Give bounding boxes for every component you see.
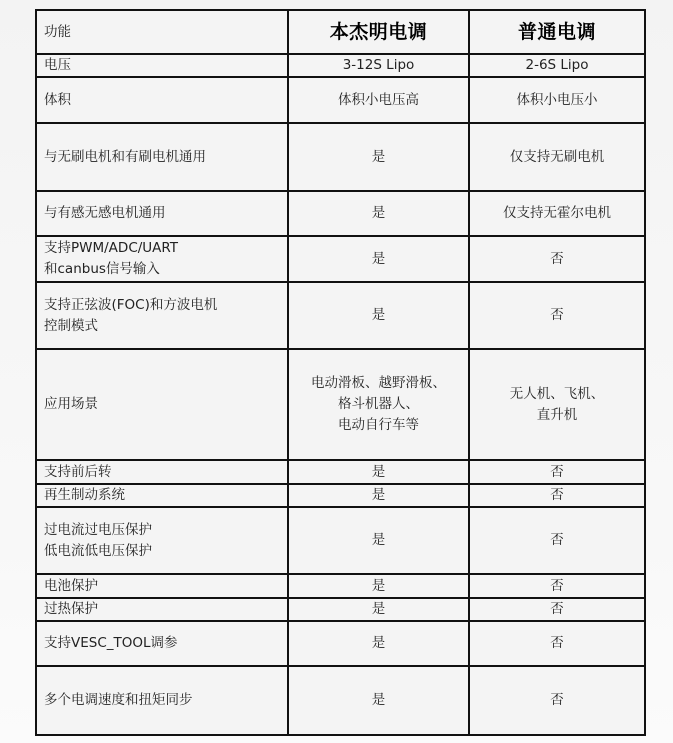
table-body [36, 54, 645, 735]
benjamin-esc-cell-line: 是 [371, 205, 386, 221]
header-benjamin-esc: 本杰明电调 [288, 10, 469, 54]
table-row [36, 484, 645, 507]
generic-esc-cell [469, 484, 645, 507]
benjamin-esc-cell [288, 666, 469, 735]
feature-cell-line: 电池保护 [44, 577, 98, 594]
benjamin-esc-cell [288, 54, 469, 77]
feature-cell [36, 54, 288, 77]
generic-esc-cell-line: 否 [550, 532, 564, 548]
generic-esc-cell [469, 349, 645, 460]
generic-esc-cell [469, 77, 645, 123]
generic-esc-cell [469, 598, 645, 621]
benjamin-esc-cell [288, 282, 469, 349]
benjamin-esc-cell [288, 574, 469, 598]
benjamin-esc-cell-line: 是 [371, 250, 386, 267]
benjamin-esc-cell-line: 是 [371, 463, 386, 480]
generic-esc-cell [469, 621, 645, 666]
feature-cell [36, 598, 288, 621]
benjamin-esc-cell-line: 电动自行车等 [338, 417, 419, 433]
feature-cell [36, 349, 288, 460]
table-row [36, 460, 645, 484]
table-row [36, 621, 645, 666]
feature-cell-line: 与无刷电机和有刷电机通用 [44, 148, 206, 165]
table-row [36, 282, 645, 349]
feature-cell-line: 多个电调速度和扭矩同步 [44, 692, 193, 708]
benjamin-esc-cell [288, 621, 469, 666]
generic-esc-cell-line: 否 [550, 307, 564, 323]
feature-cell [36, 484, 288, 507]
benjamin-esc-cell-line: 3-12S Lipo [342, 57, 415, 73]
table-row [36, 507, 645, 574]
generic-esc-cell [469, 282, 645, 349]
generic-esc-cell-line: 否 [550, 487, 564, 503]
header-feature: 功能 [36, 10, 288, 54]
benjamin-esc-cell [288, 77, 469, 123]
feature-cell [36, 236, 288, 282]
benjamin-esc-cell [288, 349, 469, 460]
generic-esc-cell-line: 仅支持无霍尔电机 [503, 205, 611, 221]
feature-cell [36, 621, 288, 666]
table-row [36, 54, 645, 77]
benjamin-esc-cell-line: 是 [371, 532, 386, 548]
generic-esc-cell-line: 否 [550, 250, 564, 267]
generic-esc-cell [469, 507, 645, 574]
generic-esc-cell [469, 666, 645, 735]
feature-cell-line: 过电流过电压保护 [44, 521, 152, 538]
benjamin-esc-cell-line: 是 [371, 601, 386, 617]
benjamin-esc-cell-line: 是 [371, 148, 386, 165]
benjamin-esc-cell [288, 460, 469, 484]
feature-cell [36, 666, 288, 735]
table-row [36, 77, 645, 123]
feature-cell [36, 574, 288, 598]
table-row [36, 598, 645, 621]
feature-cell-line: 支持VESC_TOOL调参 [44, 635, 178, 651]
benjamin-esc-cell-line: 格斗机器人、 [338, 396, 419, 412]
benjamin-esc-cell [288, 598, 469, 621]
esc-comparison-table [35, 9, 646, 736]
feature-cell [36, 191, 288, 236]
feature-cell [36, 460, 288, 484]
feature-cell-line: 支持PWM/ADC/UART [44, 240, 179, 256]
generic-esc-cell-line: 否 [550, 463, 564, 480]
generic-esc-cell-line: 无人机、飞机、 [509, 385, 605, 402]
feature-cell-line: 支持正弦波(FOC)和方波电机 [44, 296, 218, 313]
benjamin-esc-cell-line: 电动滑板、越野滑板、 [311, 375, 446, 391]
benjamin-esc-cell-line: 体积小电压高 [338, 91, 419, 108]
generic-esc-cell [469, 460, 645, 484]
generic-esc-cell [469, 236, 645, 282]
header-generic-esc: 普通电调 [469, 10, 645, 54]
feature-cell-line: 控制模式 [44, 317, 98, 334]
benjamin-esc-cell-line: 是 [371, 692, 386, 708]
benjamin-esc-cell-line: 是 [371, 577, 386, 594]
feature-cell [36, 77, 288, 123]
table-row [36, 666, 645, 735]
generic-esc-cell [469, 54, 645, 77]
generic-esc-cell-line: 否 [550, 692, 564, 708]
table-row [36, 349, 645, 460]
feature-cell [36, 507, 288, 574]
generic-esc-cell-line: 体积小电压小 [516, 91, 598, 108]
benjamin-esc-cell-line: 是 [371, 635, 386, 651]
benjamin-esc-cell [288, 236, 469, 282]
benjamin-esc-cell [288, 507, 469, 574]
generic-esc-cell-line: 否 [550, 577, 564, 594]
table-row [36, 191, 645, 236]
table-row [36, 574, 645, 598]
table-row [36, 236, 645, 282]
generic-esc-cell-line: 直升机 [536, 406, 578, 423]
feature-cell-line: 低电流低电压保护 [44, 542, 152, 559]
generic-esc-cell-line: 否 [550, 601, 564, 617]
generic-esc-cell [469, 191, 645, 236]
generic-esc-cell [469, 574, 645, 598]
generic-esc-cell-line: 仅支持无刷电机 [509, 148, 605, 165]
benjamin-esc-cell-line: 是 [371, 487, 386, 503]
comparison-table-container [35, 9, 646, 736]
benjamin-esc-cell [288, 484, 469, 507]
generic-esc-cell-line: 2-6S Lipo [525, 57, 589, 73]
feature-cell [36, 282, 288, 349]
feature-cell-line: 和canbus信号输入 [44, 261, 160, 277]
generic-esc-cell [469, 123, 645, 191]
feature-cell-line: 与有感无感电机通用 [44, 205, 166, 221]
table-row [36, 123, 645, 191]
feature-cell-line: 体积 [44, 91, 71, 108]
feature-cell-line: 过热保护 [44, 601, 98, 617]
header-row [36, 10, 645, 54]
feature-cell-line: 应用场景 [44, 396, 98, 412]
benjamin-esc-cell-line: 是 [371, 307, 386, 323]
feature-cell-line: 再生制动系统 [44, 487, 125, 503]
feature-cell [36, 123, 288, 191]
generic-esc-cell-line: 否 [550, 635, 564, 651]
feature-cell-line: 支持前后转 [44, 463, 112, 480]
feature-cell-line: 电压 [44, 57, 71, 73]
benjamin-esc-cell [288, 123, 469, 191]
benjamin-esc-cell [288, 191, 469, 236]
